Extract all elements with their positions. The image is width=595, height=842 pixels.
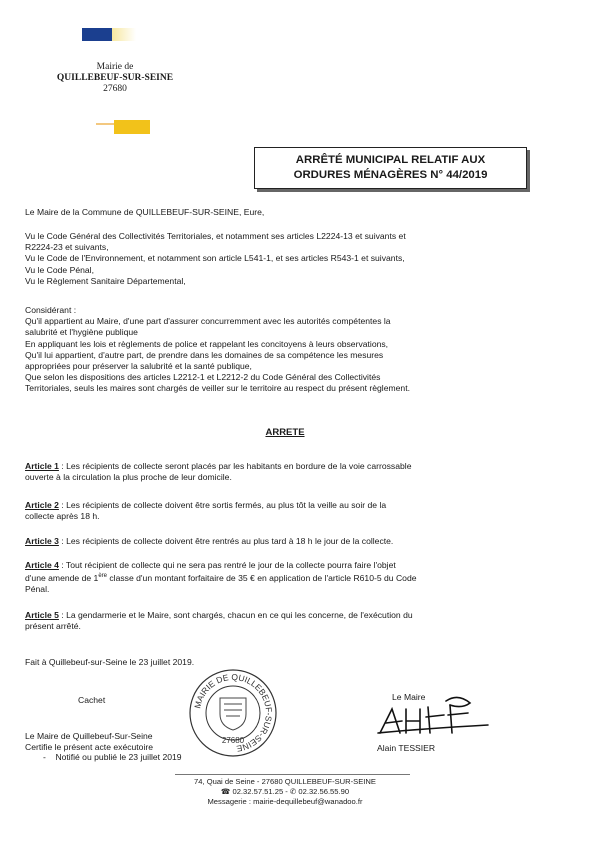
considerant-line: Que selon les dispositions des articles L2212-1 et L2212-2 du Code Général des Collectivités [25,372,381,383]
mairie-label: Mairie de [96,62,134,72]
intro-block [25,207,547,218]
flag-stroke-icon [96,123,114,125]
article-label: Article 1 [25,461,59,471]
title-line-1: ARRÊTÉ MUNICIPAL RELATIF AUX [295,154,486,166]
mayor-signature [372,695,492,743]
considerant-line: salubrité et l'hygiène publique [25,327,138,338]
vu-block [25,231,547,287]
seal-inner-ring [206,686,260,740]
article-sup: ère [98,573,107,580]
footer-rule [175,774,410,775]
article-text: ouverte à la circulation la plus proche de leur domicile. [25,472,232,483]
considerant-line: appropriées pour préserver la salubrité et la santé publique, [25,361,252,372]
article-1 [25,461,547,483]
article-text: : Les récipients de collecte doivent être sortis fermés, au plus tôt la veille au soir de la [58,500,387,510]
mairie-town: QUILLEBEUF-SUR-SEINE [56,73,174,83]
article-text: collecte après 18 h. [25,511,100,522]
certification-block [25,731,182,763]
mayor-name: Alain TESSIER [377,743,436,753]
article-text: : La gendarmerie et le Maire, sont chargés, chacun en ce qui les concerne, de l'exécution du [58,610,413,620]
title-box [254,147,527,189]
cert-line: Certifie le présent acte exécutoire [25,741,154,752]
le-maire-label: Le Maire [392,692,426,702]
official-seal [188,668,278,758]
footer-email: Messagerie : mairie-dequillebeuf@wanadoo.fr [207,797,363,806]
article-text: Pénal. [25,584,50,595]
article-4 [25,560,547,595]
arrete-heading: ARRETE [265,427,305,438]
vu-cgct-line1: Vu le Code Général des Collectivités Territoriales, et notamment ses articles L2224-13 et suivants et [25,231,406,241]
title-line-2: ORDURES MÉNAGÈRES N° 44/2019 [293,169,488,181]
considerant-title: Considérant : [25,305,77,315]
seal-emblem-icon [220,698,246,730]
considerant-line: Qu'il appartient au Maire, d'une part d'assurer concurremment avec les autorités compétentes la [25,316,391,327]
article-label: Article 3 [25,536,59,546]
article-text: classe d'un montant forfaitaire de 35 € en application de l'article R610-5 du Code [107,573,417,584]
article-2 [25,500,547,522]
article-text: présent arrêté. [25,621,81,632]
article-text: : Les récipients de collecte doivent être rentrés au plus tard à 18 h le jour de la collecte. [58,536,394,546]
cachet-label: Cachet [78,695,106,705]
mairie-postcode: 27680 [103,84,127,94]
footer-address: 74, Quai de Seine - 27680 QUILLEBEUF-SUR-SEINE [194,777,376,786]
article-text: : Les récipients de collecte seront placés par les habitants en bordure de la voie carrossable [58,461,412,471]
considerant-line: En appliquant les lois et règlements de police et rappelant les concitoyens à leurs observations, [25,338,389,349]
considerant-line: Territoriales, seuls les maires sont chargés de veiller sur le territoire au respect du présent règlement. [25,383,410,394]
marianne-logo [82,28,152,42]
footer-phone: ☎ 02.32.57.51.25 - ✆ 02.32.56.55.90 [220,787,350,796]
cert-line: Le Maire de Quillebeuf-Sur-Seine [25,731,153,741]
flag-yellow-icon [114,120,150,134]
vu-reglement: Vu le Règlement Sanitaire Départemental, [25,275,186,286]
article-label: Article 5 [25,610,59,620]
vu-cgct-line2: R2224-23 et suivants, [25,242,109,253]
fait-a: Fait à Quillebeuf-sur-Seine le 23 juillet 2019. [25,657,195,667]
article-5 [25,610,547,632]
seal-ring-text: MAIRIE DE QUILLEBEUF-SUR-SEINE [192,671,275,754]
article-3 [25,536,547,547]
footer [0,777,570,807]
considerant-line: Qu'il lui appartient, d'autre part, de prendre dans les domaines de sa compétence les mesures [25,349,384,360]
article-label: Article 2 [25,500,59,510]
intro-maire: Le Maire de la Commune de QUILLEBEUF-SUR-SEINE, Eure, [25,207,265,217]
mairie-header [50,62,180,95]
vu-environnement: Vu le Code de l'Environnement, et notamment son article L541-1, et ses articles R543-1 et suivants, [25,253,405,264]
article-text: d'une amende de 1 [25,573,99,584]
article-text: : Tout récipient de collecte qui ne sera pas rentré le jour de la collecte pourra faire l'objet [58,560,396,570]
article-label: Article 4 [25,560,59,570]
cert-dash: - [43,752,46,763]
seal-postcode: 27680 [221,736,245,745]
cert-line: Notifié ou publié le 23 juillet 2019 [55,752,182,763]
vu-code-penal: Vu le Code Pénal, [25,264,94,275]
considerant-block [25,305,547,395]
